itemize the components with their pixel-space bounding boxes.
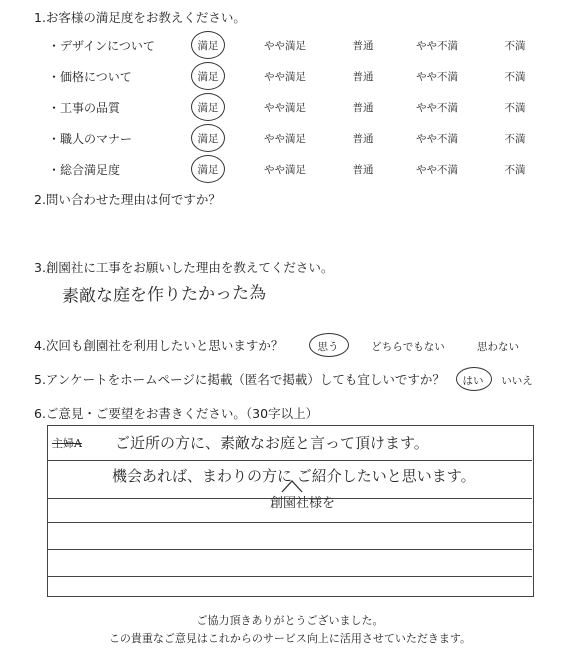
q1-item-label: ・総合満足度 <box>48 163 121 177</box>
q5-option-yes: はい <box>462 375 484 387</box>
q1-option: やや満足 <box>264 133 306 145</box>
q1-option: 満足 <box>197 71 219 83</box>
q6-label: 6.ご意見・ご要望をお書きください。（30字以上） <box>34 406 319 421</box>
q1-option: やや満足 <box>264 71 306 83</box>
q1-option: 普通 <box>352 71 374 83</box>
q1-option: 普通 <box>352 164 374 176</box>
q1-option: やや満足 <box>264 164 306 176</box>
q4-option-yes: 思う <box>317 341 339 353</box>
q3-answer: 素敵な庭を作りたかった為 <box>61 283 267 307</box>
q1-item-label: ・工事の品質 <box>48 101 121 115</box>
comment-line1: ご近所の方に、素敵なお庭と言って頂けます。 <box>115 434 429 452</box>
footer-note: この貴重なご意見はこれからのサービス向上に活用させていただきます。 <box>108 632 472 645</box>
comment-line <box>47 522 532 523</box>
comment-line <box>47 576 532 577</box>
q4-option-no: 思わない <box>477 341 519 353</box>
q1-option: やや不満 <box>416 40 458 52</box>
q1-option: やや満足 <box>264 40 306 52</box>
q1-selection-circle <box>191 31 225 59</box>
q1-item-label: ・職人のマナー <box>48 132 133 146</box>
q1-selection-circle <box>191 93 225 121</box>
q1-option: 満足 <box>197 102 219 114</box>
q1-option: やや不満 <box>416 164 458 176</box>
q1-selection-circle <box>191 155 225 183</box>
comment-line <box>47 460 532 461</box>
comment-prefix: 主婦A <box>52 437 82 450</box>
q1-option: 不満 <box>504 133 526 145</box>
q1-option: 不満 <box>504 102 526 114</box>
q1-option: 普通 <box>352 102 374 114</box>
q1-option: やや不満 <box>416 71 458 83</box>
q1-selection-circle <box>191 62 225 90</box>
q4-option-neutral: どちらでもない <box>371 341 445 353</box>
q1-item-label: ・デザインについて <box>48 39 155 53</box>
q5-label: 5.アンケートをホームページに掲載（匿名で掲載）しても宜しいですか？ <box>34 372 445 387</box>
q1-option: 普通 <box>352 40 374 52</box>
comment-line <box>47 549 532 550</box>
q2-label: 2.問い合わせた理由は何ですか？ <box>34 192 221 207</box>
q1-option: 満足 <box>197 133 219 145</box>
q3-label: 3.創園社に工事をお願いした理由を教えてください。 <box>34 260 334 275</box>
q1-option: 満足 <box>197 164 219 176</box>
q1-option: 不満 <box>504 40 526 52</box>
q1-option: やや満足 <box>264 102 306 114</box>
q1-label: 1.お客様の満足度をお教えください。 <box>34 10 246 25</box>
q1-option: 不満 <box>504 71 526 83</box>
q5-option-no: いいえ <box>501 375 533 387</box>
q1-option: 普通 <box>352 133 374 145</box>
q1-option: 満足 <box>197 40 219 52</box>
q1-option: やや不満 <box>416 102 458 114</box>
q1-option: やや不満 <box>416 133 458 145</box>
q4-label: 4.次回も創園社を利用したいと思いますか？ <box>34 338 284 353</box>
q4-selection-circle <box>309 333 349 357</box>
q1-selection-circle <box>191 124 225 152</box>
q5-selection-circle <box>456 367 492 391</box>
q1-item-label: ・価格について <box>48 70 132 84</box>
footer-thanks: ご協力頂きありがとうございました。 <box>196 614 384 627</box>
comment-insert: 創園社様を <box>270 496 336 511</box>
comment-line2: 機会あれば、まわりの方に ご紹介したいと思います。 <box>112 467 476 485</box>
q1-option: 不満 <box>504 164 526 176</box>
